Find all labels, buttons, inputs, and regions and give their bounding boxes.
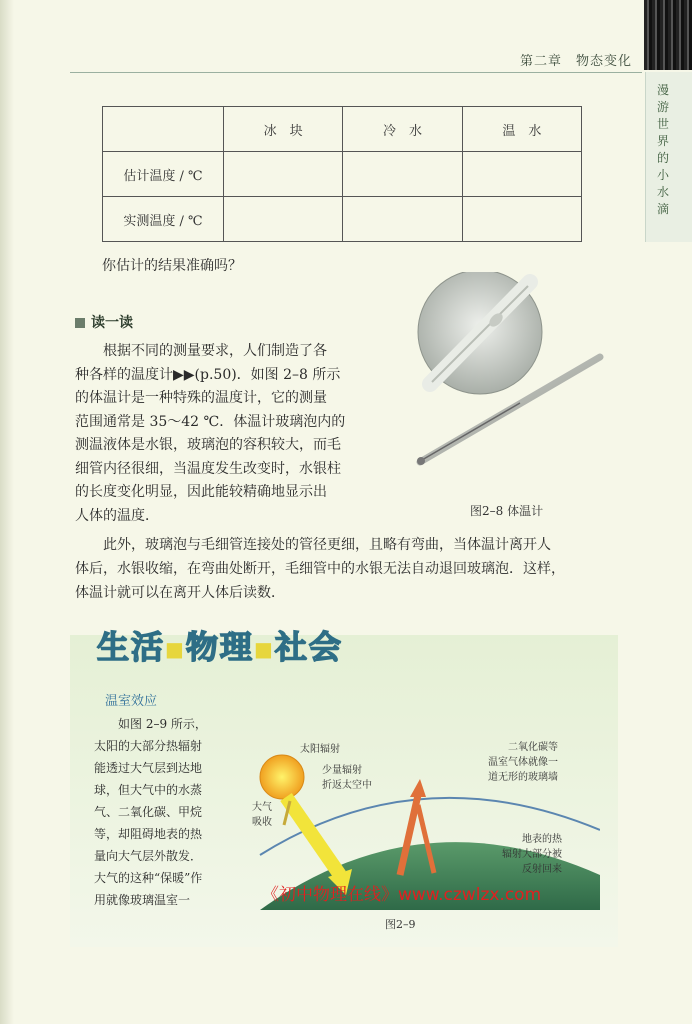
box-body — [94, 713, 244, 911]
question-text: 你估计的结果准确吗？ — [102, 258, 242, 274]
table-header-cell: 冰 块 — [224, 107, 343, 152]
body-line: 用就像玻璃温室一 — [94, 893, 191, 907]
book-spine — [644, 0, 692, 70]
page-edge — [0, 0, 14, 1024]
body-line: 球，但大气中的水蒸 — [94, 783, 203, 797]
watermark: 《初中物理在线》www.czwlzx.com — [262, 885, 542, 905]
box-subtitle: 温室效应 — [105, 694, 158, 709]
body-line: 如图 2–9 所示， — [118, 717, 207, 731]
body-line: 此外，玻璃泡与毛细管连接处的管径更细，且略有弯曲，当体温计离开人 — [103, 537, 551, 553]
figure-2-8-caption: 图2–8 体温计 — [470, 504, 544, 518]
banner-word: 社会 — [274, 628, 343, 666]
table-cell — [224, 197, 343, 242]
body-line: 体温计就可以在离开人体后读数． — [75, 585, 285, 601]
table-cell — [224, 152, 343, 197]
body-line: 能透过大气层到达地 — [94, 761, 203, 775]
measurement-table — [102, 106, 582, 242]
table-header-cell: 温 水 — [462, 107, 581, 152]
table-header-row — [103, 107, 582, 152]
table-header-cell — [103, 107, 224, 152]
read-section-heading — [75, 312, 133, 332]
banner-dot-icon: ■ — [165, 637, 186, 661]
label-atmosphere-absorb: 大气 吸收 — [252, 802, 272, 828]
body-line: 的长度变化明显，因此能较精确地显示出 — [75, 484, 327, 500]
body-line: 的体温计是一种特殊的温度计，它的测量 — [75, 390, 327, 406]
clinical-thermometer-figure — [400, 272, 616, 494]
banner-dot-icon: ■ — [253, 637, 275, 661]
body-line: 体后，水银收缩，在弯曲处断开，毛细管中的水银无法自动退回玻璃泡．这样， — [75, 561, 565, 577]
table-cell — [343, 152, 462, 197]
label-reflect-space: 少量辐射 折返太空中 — [322, 765, 372, 791]
body-line: 等，却阻碍地表的热 — [94, 827, 203, 841]
table-row — [103, 152, 582, 197]
banner-word: 生活 — [97, 628, 166, 666]
square-bullet-icon — [75, 318, 85, 328]
table-row-label: 实测温度 / ℃ — [103, 197, 224, 242]
table-row — [103, 197, 582, 242]
label-solar-radiation: 太阳辐射 — [300, 744, 340, 755]
body-line: 量向大气层外散发． — [94, 849, 203, 863]
box-banner — [97, 622, 343, 668]
read-heading-label: 读一读 — [91, 315, 133, 331]
body-line: 根据不同的测量要求，人们制造了各 — [103, 343, 327, 359]
body-line: 细管内径很细，当温度发生改变时，水银柱 — [75, 460, 341, 477]
body-line: 太阳的大部分热辐射 — [94, 739, 203, 753]
banner-word: 物理 — [185, 628, 254, 666]
body-line: 测温液体是水银，玻璃泡的容积较大，而毛 — [75, 437, 341, 453]
table-header-cell: 冷 水 — [343, 107, 462, 152]
label-surface-radiation: 地表的热 辐射大部分被 反射回来 — [502, 834, 562, 875]
body-line: 人体的温度． — [75, 507, 159, 524]
body-line: 种各样的温度计▶▶(p.50)．如图 2–8 所示 — [75, 366, 341, 383]
chapter-header: 第二章 物态变化 — [520, 54, 633, 69]
table-row-label: 估计温度 / ℃ — [103, 152, 224, 197]
body-line: 气、二氧化碳、甲烷 — [94, 805, 203, 819]
body-line: 范围通常是 35～42 ℃．体温计玻璃泡内的 — [75, 413, 346, 430]
header-rule — [70, 72, 642, 73]
side-tab-title: 漫游世界的小水滴 — [656, 83, 669, 216]
body-line: 大气的这种“保暖”作 — [94, 871, 203, 885]
table-cell — [462, 152, 581, 197]
label-co2-wall: 二氧化碳等 温室气体就像一 道无形的玻璃墙 — [488, 742, 558, 783]
table-cell — [343, 197, 462, 242]
figure-2-9-caption: 图2–9 — [385, 918, 416, 931]
paragraph-2 — [75, 533, 620, 605]
read-section-body — [75, 340, 391, 528]
table-cell — [462, 197, 581, 242]
